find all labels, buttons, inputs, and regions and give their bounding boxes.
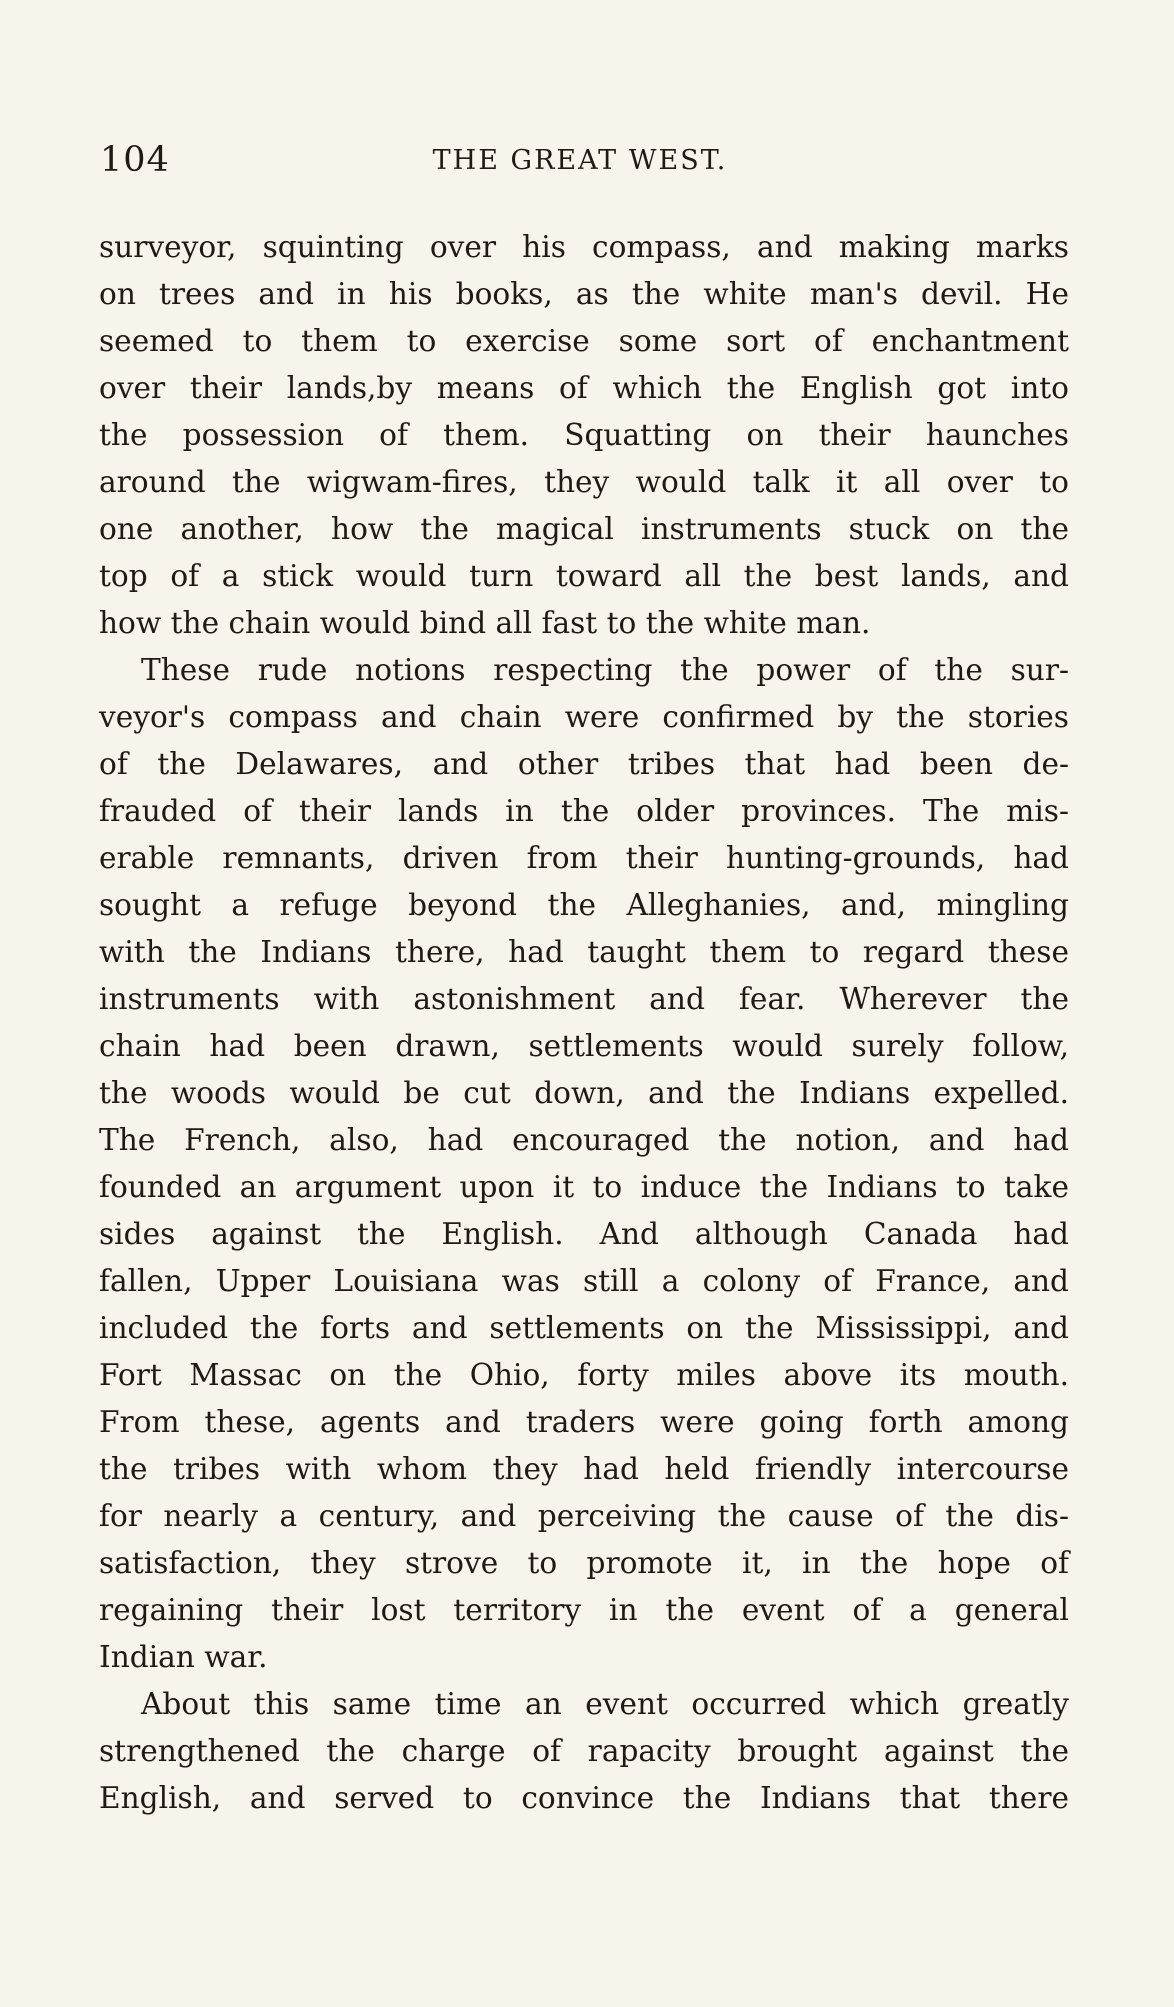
text-line: The French, also, had encouraged the notion, and had	[99, 1123, 1069, 1157]
text-line: included the forts and settlements on the Mississippi, and	[99, 1311, 1069, 1345]
body-text	[99, 224, 1069, 1822]
text-line: sought a refuge beyond the Alleghanies, and, mingling	[99, 888, 1069, 922]
text-line: of the Delawares, and other tribes that had been de-	[99, 747, 1069, 781]
text-line: over their lands,by means of which the English got into	[99, 371, 1069, 405]
text-line: sides against the English. And although Canada had	[99, 1217, 1069, 1251]
text-line: how the chain would bind all fast to the white man.	[99, 606, 871, 640]
paragraph-start-line: About this same time an event occurred which greatly	[141, 1687, 1069, 1721]
text-line: the tribes with whom they had held friendly intercourse	[99, 1452, 1069, 1486]
text-line: the possession of them. Squatting on their haunches	[99, 418, 1069, 452]
text-line: English, and served to convince the Indians that there	[99, 1781, 1069, 1815]
text-line: From these, agents and traders were going forth among	[99, 1405, 1069, 1439]
text-line: erable remnants, driven from their hunting-grounds, had	[99, 841, 1069, 875]
text-line: Fort Massac on the Ohio, forty miles above its mouth.	[99, 1358, 1069, 1392]
running-title: THE GREAT WEST.	[432, 145, 728, 176]
text-line: surveyor, squinting over his compass, and making marks	[99, 230, 1069, 264]
paragraph-start-line: These rude notions respecting the power of the sur-	[141, 653, 1069, 687]
text-line: fallen, Upper Louisiana was still a colony of France, and	[99, 1264, 1069, 1298]
text-line: seemed to them to exercise some sort of enchantment	[99, 324, 1069, 358]
text-line: veyor's compass and chain were confirmed by the stories	[99, 700, 1069, 734]
page-number: 104	[100, 140, 170, 180]
text-line: with the Indians there, had taught them to regard these	[99, 935, 1069, 969]
text-line: regaining their lost territory in the event of a general	[99, 1593, 1069, 1627]
text-line: the woods would be cut down, and the Indians expelled.	[99, 1076, 1069, 1110]
text-line: top of a stick would turn toward all the best lands, and	[99, 559, 1069, 593]
text-line: founded an argument upon it to induce the Indians to take	[99, 1170, 1069, 1204]
text-line: for nearly a century, and perceiving the cause of the dis-	[99, 1499, 1069, 1533]
text-line: chain had been drawn, settlements would surely follow,	[99, 1029, 1069, 1063]
text-line: on trees and in his books, as the white man's devil. He	[99, 277, 1069, 311]
text-line: Indian war.	[99, 1640, 268, 1674]
text-line: strengthened the charge of rapacity brought against the	[99, 1734, 1069, 1768]
text-line: one another, how the magical instruments stuck on the	[99, 512, 1069, 546]
page-header	[100, 140, 1060, 188]
text-line: instruments with astonishment and fear. Wherever the	[99, 982, 1069, 1016]
text-line: around the wigwam-fires, they would talk it all over to	[99, 465, 1069, 499]
text-line: frauded of their lands in the older provinces. The mis-	[99, 794, 1069, 828]
text-line: satisfaction, they strove to promote it, in the hope of	[99, 1546, 1069, 1580]
